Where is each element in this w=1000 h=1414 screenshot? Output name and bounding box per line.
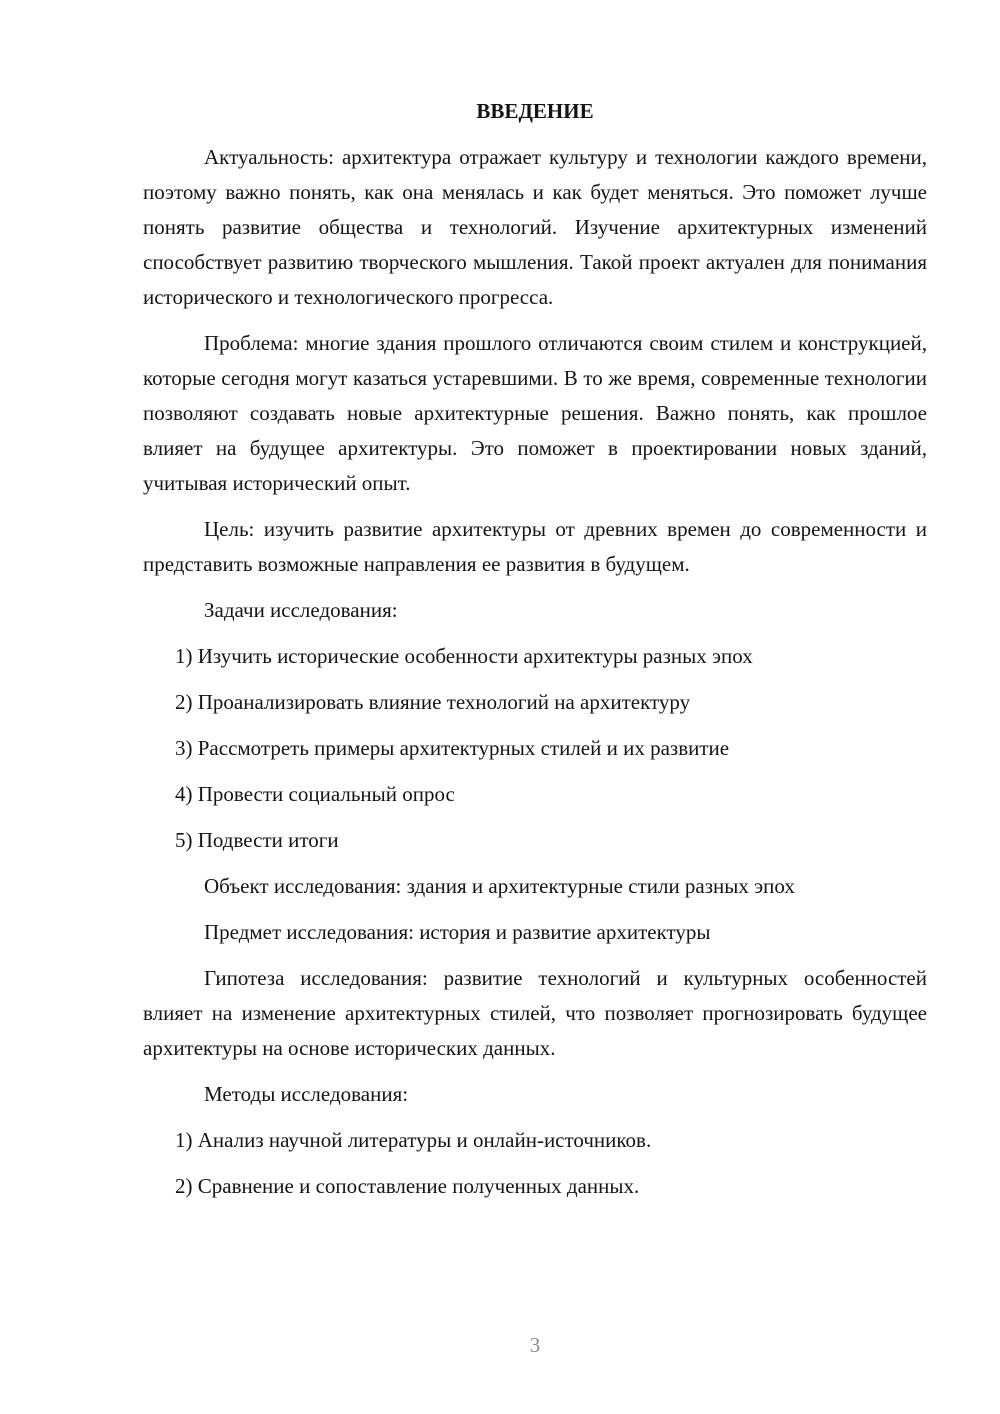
goal-paragraph: Цель: изучить развитие архитектуры от древних времен до современности и представить возможные направления ее развития в будущем.: [143, 517, 927, 576]
relevance-paragraph: Актуальность: архитектура отражает культуру и технологии каждого времени, поэтому важно понять, как она менялась и как будет меняться. Это поможет лучше понять развитие общества и технологий. Изучение архитектурных изменений способствует развитию творческого мышления. Такой проект актуален для понимания исторического и технологического прогресса.: [143, 145, 927, 309]
page-content: [143, 96, 927, 1215]
tasks-heading: Задачи исследования:: [204, 598, 398, 622]
task-item: 5) Подвести итоги: [175, 828, 339, 852]
object-line: Объект исследования: здания и архитектурные стили разных эпох: [204, 874, 795, 898]
task-item: 3) Рассмотреть примеры архитектурных стилей и их развитие: [175, 736, 730, 760]
hypothesis-paragraph: Гипотеза исследования: развитие технологий и культурных особенностей влияет на изменение архитектурных стилей, что позволяет прогнозировать будущее архитектуры на основе исторических данных.: [143, 966, 927, 1060]
methods-heading: Методы исследования:: [204, 1082, 409, 1106]
problem-paragraph: Проблема: многие здания прошлого отличаются своим стилем и конструкцией, которые сегодня могут казаться устаревшими. В то же время, современные технологии позволяют создавать новые архитектурные решения. Важно понять, как прошлое влияет на будущее архитектуры. Это поможет в проектировании новых зданий, учитывая исторический опыт.: [143, 331, 927, 495]
page-number: 3: [529, 1333, 541, 1357]
section-title: ВВЕДЕНИЕ: [476, 99, 594, 123]
subject-line: Предмет исследования: история и развитие архитектуры: [204, 920, 711, 944]
method-item: 1) Анализ научной литературы и онлайн-источников.: [175, 1128, 652, 1152]
task-item: 4) Провести социальный опрос: [175, 782, 455, 806]
method-item: 2) Сравнение и сопоставление полученных данных.: [175, 1174, 640, 1198]
task-item: 1) Изучить исторические особенности архитектуры разных эпох: [175, 644, 753, 668]
task-item: 2) Проанализировать влияние технологий на архитектуру: [175, 690, 691, 714]
